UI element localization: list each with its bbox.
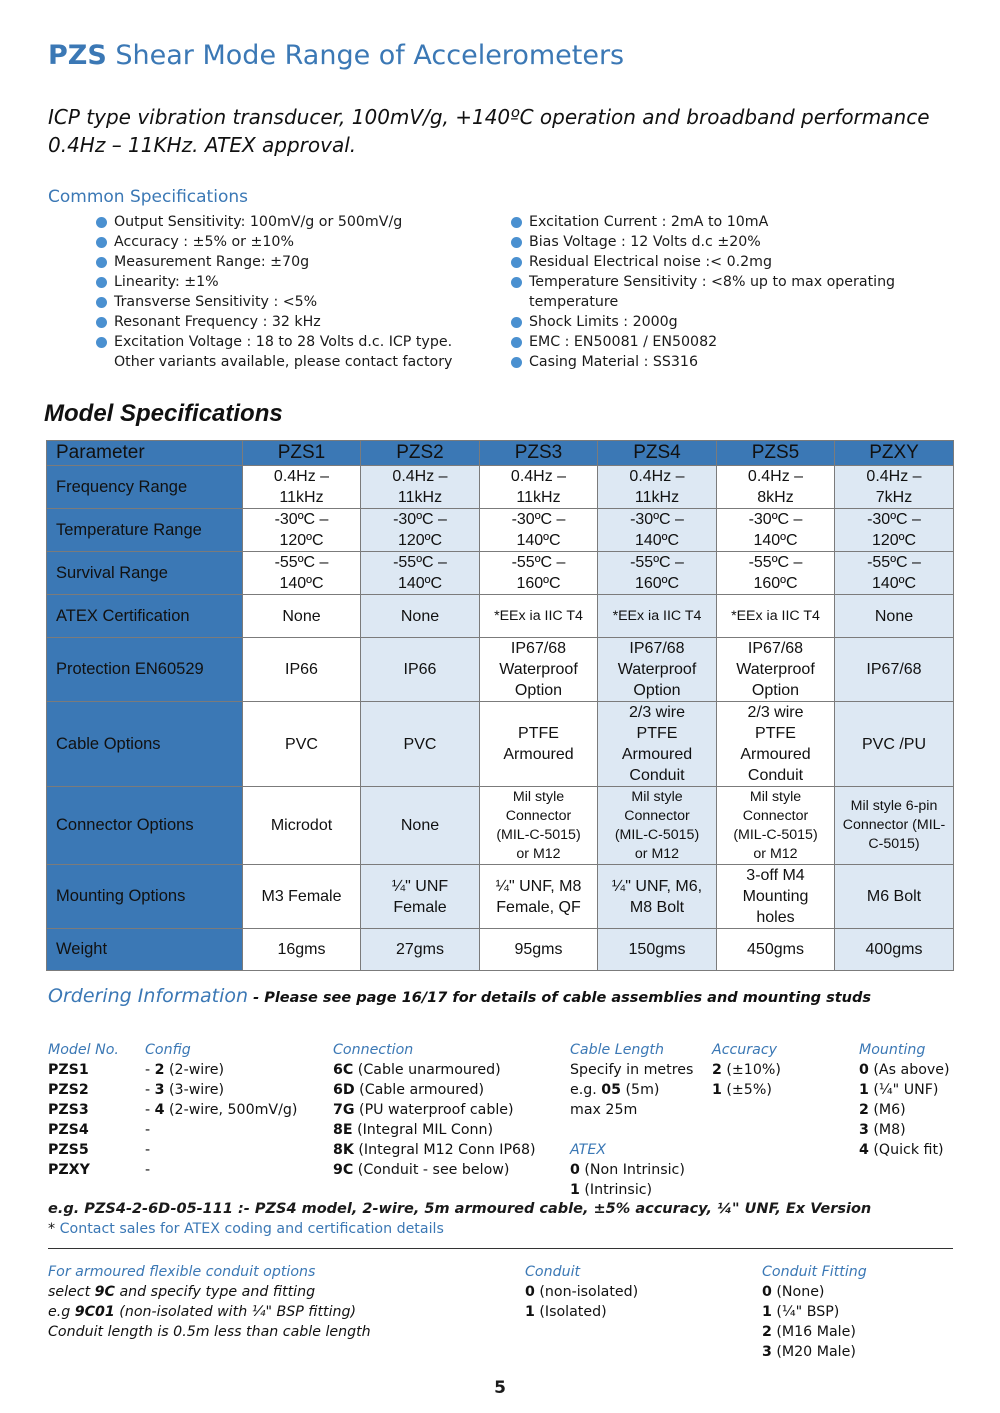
spec-item: Output Sensitivity: 100mV/g or 500mV/g [96,212,476,232]
option-desc: (Isolated) [534,1304,607,1320]
cell-text: Mil style Connector (MIL-C-5015) or M12 [733,788,818,862]
table-cell: PVC [243,702,361,787]
list-item [570,1160,693,1180]
table-row [47,509,954,552]
contact-text: Contact sales for ATEX coding and certification details [59,1221,444,1237]
cell-text: -55ºC – 160ºC [748,554,803,592]
cell-text: -55ºC – 140ºC [393,554,447,592]
table-cell: None [361,787,480,865]
option-desc: (As above) [868,1062,950,1078]
conduit-line [48,1302,371,1322]
table-row [47,702,954,787]
option-desc: (Cable unarmoured) [353,1062,501,1078]
spec-item: Excitation Voltage : 18 to 28 Volts d.c. ICP type. Other variants available, please contact factory [96,332,476,372]
option-code: 1 [712,1082,722,1098]
col-head: For armoured flexible conduit options [48,1264,316,1280]
table-cell: M3 Female [243,865,361,929]
table-cell: 27gms [361,929,480,971]
option-desc: (5m) [621,1082,660,1098]
row-label: Survival Range [47,552,243,595]
table-cell: IP66 [361,638,480,702]
cable-length-example [570,1080,693,1100]
model-specs-heading: Model Specifications [44,400,283,427]
table-cell: 16gms [243,929,361,971]
row-label: Weight [47,929,243,971]
col-head: Config [145,1042,191,1058]
list-item [333,1140,536,1160]
cell-text: 2/3 wire PTFE Armoured Conduit [740,704,811,784]
option-desc: (Integral MIL Conn) [352,1122,494,1138]
column-header: PZS2 [361,441,480,466]
divider [48,1248,953,1249]
cable-length-max: max 25m [570,1102,638,1118]
column-header: PZXY [835,441,954,466]
option-desc: (Non Intrinsic) [579,1162,685,1178]
list-item [859,1100,950,1120]
conduit-type [525,1262,638,1322]
option-code: 1 [570,1182,580,1198]
cell-text: ¼" UNF Female [391,877,449,916]
table-cell: 95gms [480,929,598,971]
option-code: 0 [762,1284,772,1300]
option-desc: (¼" BSP) [771,1304,840,1320]
list-item: - 4 (2-wire, 500mV/g) [145,1102,298,1118]
table-cell [717,638,835,702]
list-item [762,1302,867,1322]
col-head: Connection [333,1042,414,1058]
table-cell: None [361,595,480,638]
text: select [48,1284,95,1300]
cell-text: Mil style Connector (MIL-C-5015) or M12 [496,788,581,862]
column-header: PZS5 [717,441,835,466]
order-example: e.g. PZS4-2-6D-05-111 :- PZS4 model, 2-wire, 5m armoured cable, ±5% accuracy, ¼" UNF, Ex Version [48,1201,872,1217]
table-cell [480,702,598,787]
model-code: PZS1 [48,1062,89,1078]
option-code: 2 [859,1102,869,1118]
cell-text: -55ºC – 140ºC [274,554,329,592]
option-desc: (Cable armoured) [354,1082,485,1098]
option-code: 2 [712,1062,722,1078]
table-cell: None [243,595,361,638]
table-cell [361,552,480,595]
list-item [525,1302,638,1322]
order-col-config [145,1040,297,1180]
table-cell [480,865,598,929]
conduit-line: Conduit length is 0.5m less than cable length [48,1324,371,1340]
spec-item: Linearity: ±1% [96,272,476,292]
cell-text: 0.4Hz – 8kHz [747,468,804,506]
cell-text: -30ºC – 140ºC [511,511,566,549]
cell-text: 0.4Hz – 11kHz [273,468,330,506]
option-desc: (M8) [868,1122,906,1138]
list-item [570,1180,693,1200]
option-code: 1 [525,1304,535,1320]
order-col-mounting [859,1040,950,1160]
option-code: 1 [859,1082,869,1098]
list-item: - 2 (2-wire) [145,1062,225,1078]
table-header-row [47,441,954,466]
column-header: PZS3 [480,441,598,466]
table-cell [717,787,835,865]
page-number: 5 [494,1378,506,1398]
column-header: Parameter [47,441,243,466]
table-cell: 450gms [717,929,835,971]
spec-item: Casing Material : SS316 [511,352,911,372]
table-cell: 150gms [598,929,717,971]
table-cell: PVC [361,702,480,787]
cell-text: -30ºC – 120ºC [867,511,921,549]
model-code: PZS4 [48,1122,89,1138]
table-cell [480,787,598,865]
option-desc: (¼" UNF) [868,1082,939,1098]
option-code: 1 [762,1304,772,1320]
page-title [48,40,624,71]
column-header: PZS4 [598,441,717,466]
table-cell [598,702,717,787]
option-code: 4 [859,1142,869,1158]
option-code: 6C [333,1062,354,1078]
col-head: Conduit [525,1264,581,1280]
table-row [47,929,954,971]
model-code: PZXY [48,1162,90,1178]
model-code: PZS5 [48,1142,89,1158]
table-cell: Microdot [243,787,361,865]
cell-text: 0.4Hz – 11kHz [629,468,685,506]
table-cell: *EEx ia IIC T4 [480,595,598,638]
list-item [859,1140,950,1160]
row-label: Connector Options [47,787,243,865]
cell-text: ¼" UNF, M6, M8 Bolt [611,877,703,916]
table-cell [243,509,361,552]
option-code: 2 [762,1324,772,1340]
table-cell [598,552,717,595]
table-cell: M6 Bolt [835,865,954,929]
row-label: Temperature Range [47,509,243,552]
table-cell [598,787,717,865]
option-desc: (±10%) [721,1062,781,1078]
cell-text: -55ºC – 160ºC [630,554,684,592]
spec-item: EMC : EN50081 / EN50082 [511,332,911,352]
table-cell: *EEx ia IIC T4 [598,595,717,638]
option-desc: (None) [771,1284,825,1300]
option-desc: (Integral M12 Conn IP68) [353,1142,536,1158]
table-cell [835,787,954,865]
table-cell: IP67/68 [835,638,954,702]
option-desc: (Intrinsic) [579,1182,653,1198]
text: e.g. [570,1082,602,1098]
col-head: Mounting [859,1042,926,1058]
col-head: Cable Length [570,1042,664,1058]
list-item [333,1160,536,1180]
spec-item: Accuracy : ±5% or ±10% [96,232,476,252]
list-item [712,1080,781,1100]
order-col-model [48,1040,119,1180]
list-item: - [145,1142,151,1158]
table-cell [480,509,598,552]
table-row [47,595,954,638]
row-label: Mounting Options [47,865,243,929]
table-cell [598,865,717,929]
cell-text: Mil style Connector (MIL-C-5015) or M12 [614,788,700,862]
table-cell [598,638,717,702]
conduit-info [48,1262,371,1342]
option-code: 0 [525,1284,535,1300]
table-cell [835,509,954,552]
table-cell: *EEx ia IIC T4 [717,595,835,638]
list-item [762,1322,867,1342]
spec-item: Measurement Range: ±70g [96,252,476,272]
cell-text: -30ºC – 120ºC [393,511,447,549]
spec-item: Transverse Sensitivity : <5% [96,292,476,312]
table-row [47,638,954,702]
table-cell [361,466,480,509]
option-desc: (Conduit - see below) [353,1162,510,1178]
cell-text: -30ºC – 120ºC [274,511,329,549]
cell-text: -30ºC – 140ºC [748,511,803,549]
spec-item: Residual Electrical noise :< 0.2mg [511,252,911,272]
option-code: 8E [333,1122,353,1138]
option-code: 0 [570,1162,580,1178]
col-head: Conduit Fitting [762,1264,867,1280]
table-cell [717,702,835,787]
option-code: 9C01 [74,1304,115,1320]
cell-text: -55ºC – 160ºC [511,554,566,592]
option-code: 4 [154,1102,165,1118]
common-specs-left [96,212,476,372]
cell-text: 0.4Hz – 11kHz [392,468,448,506]
table-row [47,865,954,929]
col-head: Model No. [48,1042,119,1058]
table-cell [243,466,361,509]
option-desc: (M20 Male) [771,1344,856,1360]
table-cell [361,865,480,929]
row-label: Cable Options [47,702,243,787]
table-cell: PVC /PU [835,702,954,787]
table-row [47,466,954,509]
row-label: Protection EN60529 [47,638,243,702]
option-code: 05 [601,1082,622,1098]
list-item: - [145,1122,151,1138]
model-code: PZS3 [48,1102,89,1118]
text: and specify type and fitting [114,1284,316,1300]
option-desc: (M6) [868,1102,906,1118]
conduit-fitting [762,1262,867,1362]
cell-text: Mil style 6-pin Connector (MIL-C-5015) [842,798,946,852]
model-specs-table [46,440,954,971]
cell-text: 3-off M4 Mounting holes [742,867,809,926]
table-cell [480,638,598,702]
list-item [333,1100,536,1120]
spec-item: Shock Limits : 2000g [511,312,911,332]
row-label: Frequency Range [47,466,243,509]
column-header: PZS1 [243,441,361,466]
option-desc: (2-wire) [164,1062,225,1078]
table-cell [243,552,361,595]
title-rest: Shear Mode Range of Accelerometers [106,40,625,71]
table-cell [480,552,598,595]
spec-item: Temperature Sensitivity : <8% up to max operating temperature [511,272,911,312]
option-code: 7G [333,1102,355,1118]
option-code: 3 [859,1122,869,1138]
atex-contact-note [48,1221,444,1237]
text: e.g [48,1304,75,1320]
table-row [47,552,954,595]
col-head: Accuracy [712,1042,778,1058]
table-cell [717,552,835,595]
table-cell [835,552,954,595]
conduit-line [48,1282,371,1302]
cable-length-line: Specify in metres [570,1062,694,1078]
title-brand: PZS [48,40,107,71]
list-item [762,1342,867,1362]
cell-text: 0.4Hz – 11kHz [510,468,567,506]
table-row [47,787,954,865]
option-desc: (PU waterproof cable) [354,1102,514,1118]
ordering-title: Ordering Information [48,985,249,1007]
option-code: 6D [333,1082,355,1098]
ordering-note: - Please see page 16/17 for details of cable assemblies and mounting studs [248,990,871,1006]
table-cell [717,865,835,929]
list-item [712,1060,781,1080]
table-cell: IP66 [243,638,361,702]
option-desc: (±5%) [721,1082,772,1098]
option-code: 0 [859,1062,869,1078]
list-item [333,1120,536,1140]
table-cell [717,466,835,509]
common-specs-heading: Common Specifications [48,187,248,207]
option-code: 8K [333,1142,354,1158]
cell-text: IP67/68 Waterproof Option [499,640,578,699]
spec-item: Excitation Current : 2mA to 10mA [511,212,911,232]
list-item [859,1080,950,1100]
option-code: 2 [154,1062,165,1078]
footnote-star: * [48,1221,60,1237]
table-cell [835,466,954,509]
table-cell [480,466,598,509]
list-item: - 3 (3-wire) [145,1082,225,1098]
cell-text: ¼" UNF, M8 Female, QF [495,877,582,916]
cell-text: IP67/68 Waterproof Option [617,640,697,699]
table-cell: 400gms [835,929,954,971]
model-code: PZS2 [48,1082,89,1098]
list-item [333,1060,536,1080]
common-specs-right [511,212,911,372]
list-item [762,1282,867,1302]
spec-item: Bias Voltage : 12 Volts d.c ±20% [511,232,911,252]
cell-text: PTFE Armoured [503,725,574,763]
table-cell [598,509,717,552]
option-code: 3 [762,1344,772,1360]
spec-item: Resonant Frequency : 32 kHz [96,312,476,332]
col-head: ATEX [570,1142,607,1158]
option-desc: (2-wire, 500mV/g) [164,1102,298,1118]
option-desc: (3-wire) [164,1082,225,1098]
text: (non-isolated with ¼" BSP fitting) [114,1304,357,1320]
order-col-connection [333,1040,536,1180]
table-cell [598,466,717,509]
option-desc: (non-isolated) [534,1284,639,1300]
table-cell: None [835,595,954,638]
list-item [859,1060,950,1080]
row-label: ATEX Certification [47,595,243,638]
page-subtitle: ICP type vibration transducer, 100mV/g, +140ºC operation and broadband performance 0.4Hz – 11KHz. ATEX approval. [48,105,930,157]
list-item [333,1080,536,1100]
cell-text: 0.4Hz – 7kHz [866,468,922,506]
table-cell [361,509,480,552]
option-code: 9C [94,1284,115,1300]
order-col-cable-length [570,1040,693,1200]
cell-text: IP67/68 Waterproof Option [736,640,815,699]
option-code: 9C [333,1162,354,1178]
list-item: - [145,1162,151,1178]
option-desc: (M16 Male) [771,1324,856,1340]
ordering-heading [48,985,871,1007]
table-cell [717,509,835,552]
option-desc: (Quick fit) [868,1142,944,1158]
order-col-accuracy [712,1040,781,1100]
cell-text: -30ºC – 140ºC [630,511,684,549]
option-code: 3 [154,1082,165,1098]
list-item [859,1120,950,1140]
cell-text: 2/3 wire PTFE Armoured Conduit [621,704,693,784]
cell-text: -55ºC – 140ºC [867,554,921,592]
list-item [525,1282,638,1302]
